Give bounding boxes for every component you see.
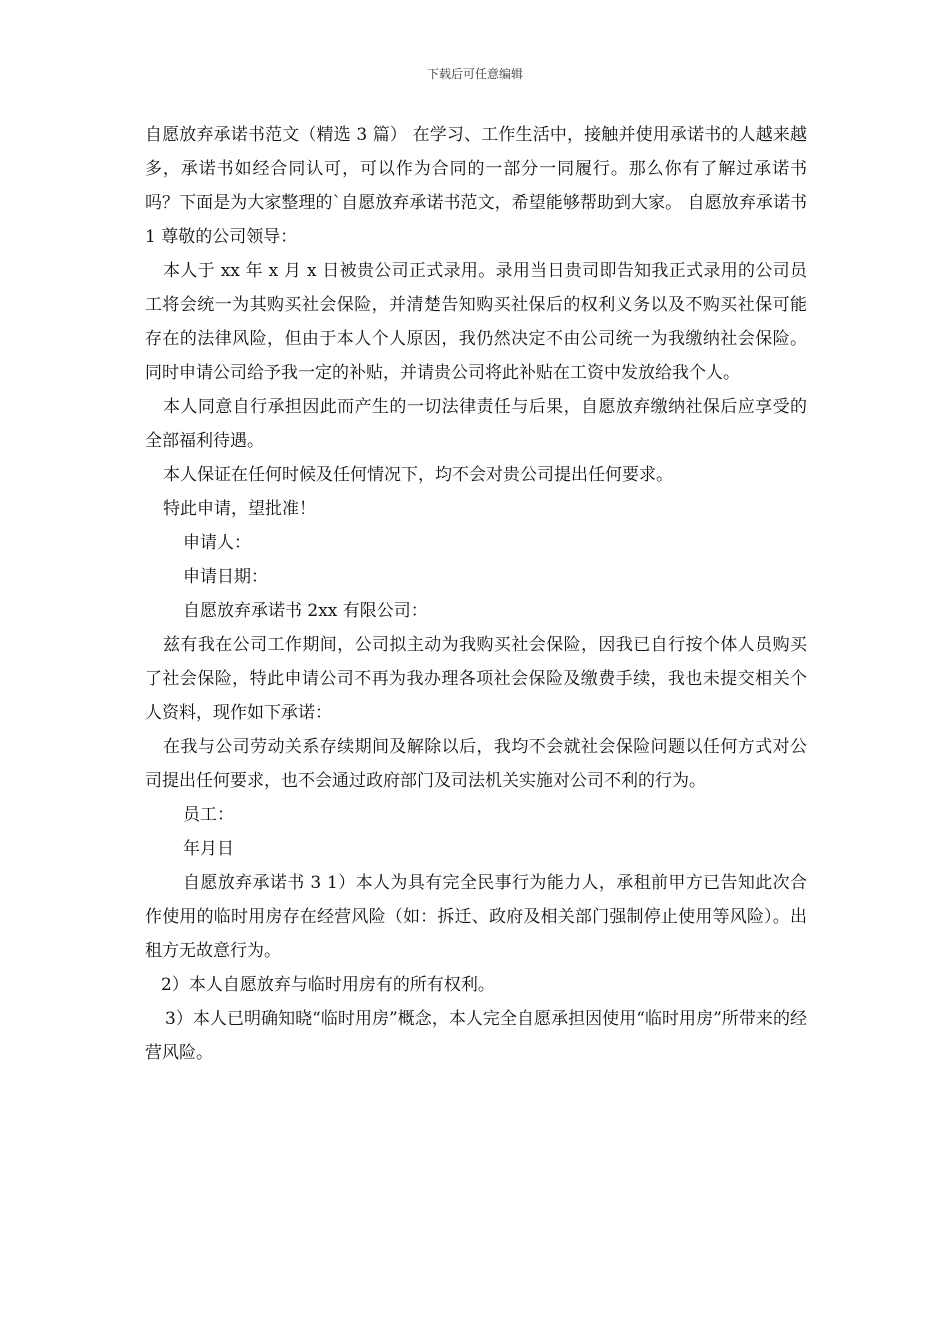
section-heading: 自愿放弃承诺书 2xx 有限公司： — [183, 601, 428, 621]
body-paragraph: 兹有我在公司工作期间，公司拟主动为我购买社会保险，因我已自行按个体人员购买了社会保险，特此申请公司不再为我办理各项社会保险及缴费手续，我也未提交相关个人资料，现作如下承诺： — [145, 635, 807, 723]
employee-line: 员工： — [183, 805, 234, 825]
application-date-line: 申请日期： — [183, 567, 268, 587]
request-line: 特此申请，望批准！ — [163, 499, 316, 519]
section-heading: 自愿放弃承诺书 3 1）本人为具有完全民事行为能力人，承租前甲方已告知此次合作使用的临时用房存在经营风险（如：拆迁、政府及相关部门强制停止使用等风险）。出租方无故意行为。 — [145, 873, 807, 961]
document-body — [145, 118, 807, 1070]
intro-paragraph: 自愿放弃承诺书范文（精选 3 篇） 在学习、工作生活中，接触并使用承诺书的人越来越多，承诺书如经合同认可，可以作为合同的一部分一同履行。那么你有了解过承诺书吗？下面是为大家整理的`自愿放弃承诺书范文，希望能够帮助到大家。 自愿放弃承诺书 1 尊敬的公司领导： — [145, 125, 807, 247]
body-paragraph: 在我与公司劳动关系存续期间及解除以后，我均不会就社会保险问题以任何方式对公司提出任何要求，也不会通过政府部门及司法机关实施对公司不利的行为。 — [145, 737, 807, 791]
applicant-line: 申请人： — [183, 533, 251, 553]
date-line: 年月日 — [183, 839, 234, 859]
body-paragraph: 本人保证在任何时候及任何情况下，均不会对贵公司提出任何要求。 — [163, 465, 673, 485]
clause-3: 3）本人已明确知晓“临时用房”概念，本人完全自愿承担因使用“临时用房”所带来的经营风险。 — [145, 1009, 807, 1063]
clause-2: 2）本人自愿放弃与临时用房有的所有权利。 — [161, 975, 495, 995]
body-paragraph: 本人于 xx 年 x 月 x 日被贵公司正式录用。录用当日贵司即告知我正式录用的公司员工将会统一为其购买社会保险，并清楚告知购买社保后的权利义务以及不购买社保可能存在的法律风险，但由于本人个人原因，我仍然决定不由公司统一为我缴纳社会保险。同时申请公司给予我一定的补贴，并请贵公司将此补贴在工资中发放给我个人。 — [145, 261, 807, 383]
body-paragraph: 本人同意自行承担因此而产生的一切法律责任与后果，自愿放弃缴纳社保后应享受的全部福利待遇。 — [145, 397, 807, 451]
page-header: 下载后可任意编辑 — [426, 67, 523, 81]
